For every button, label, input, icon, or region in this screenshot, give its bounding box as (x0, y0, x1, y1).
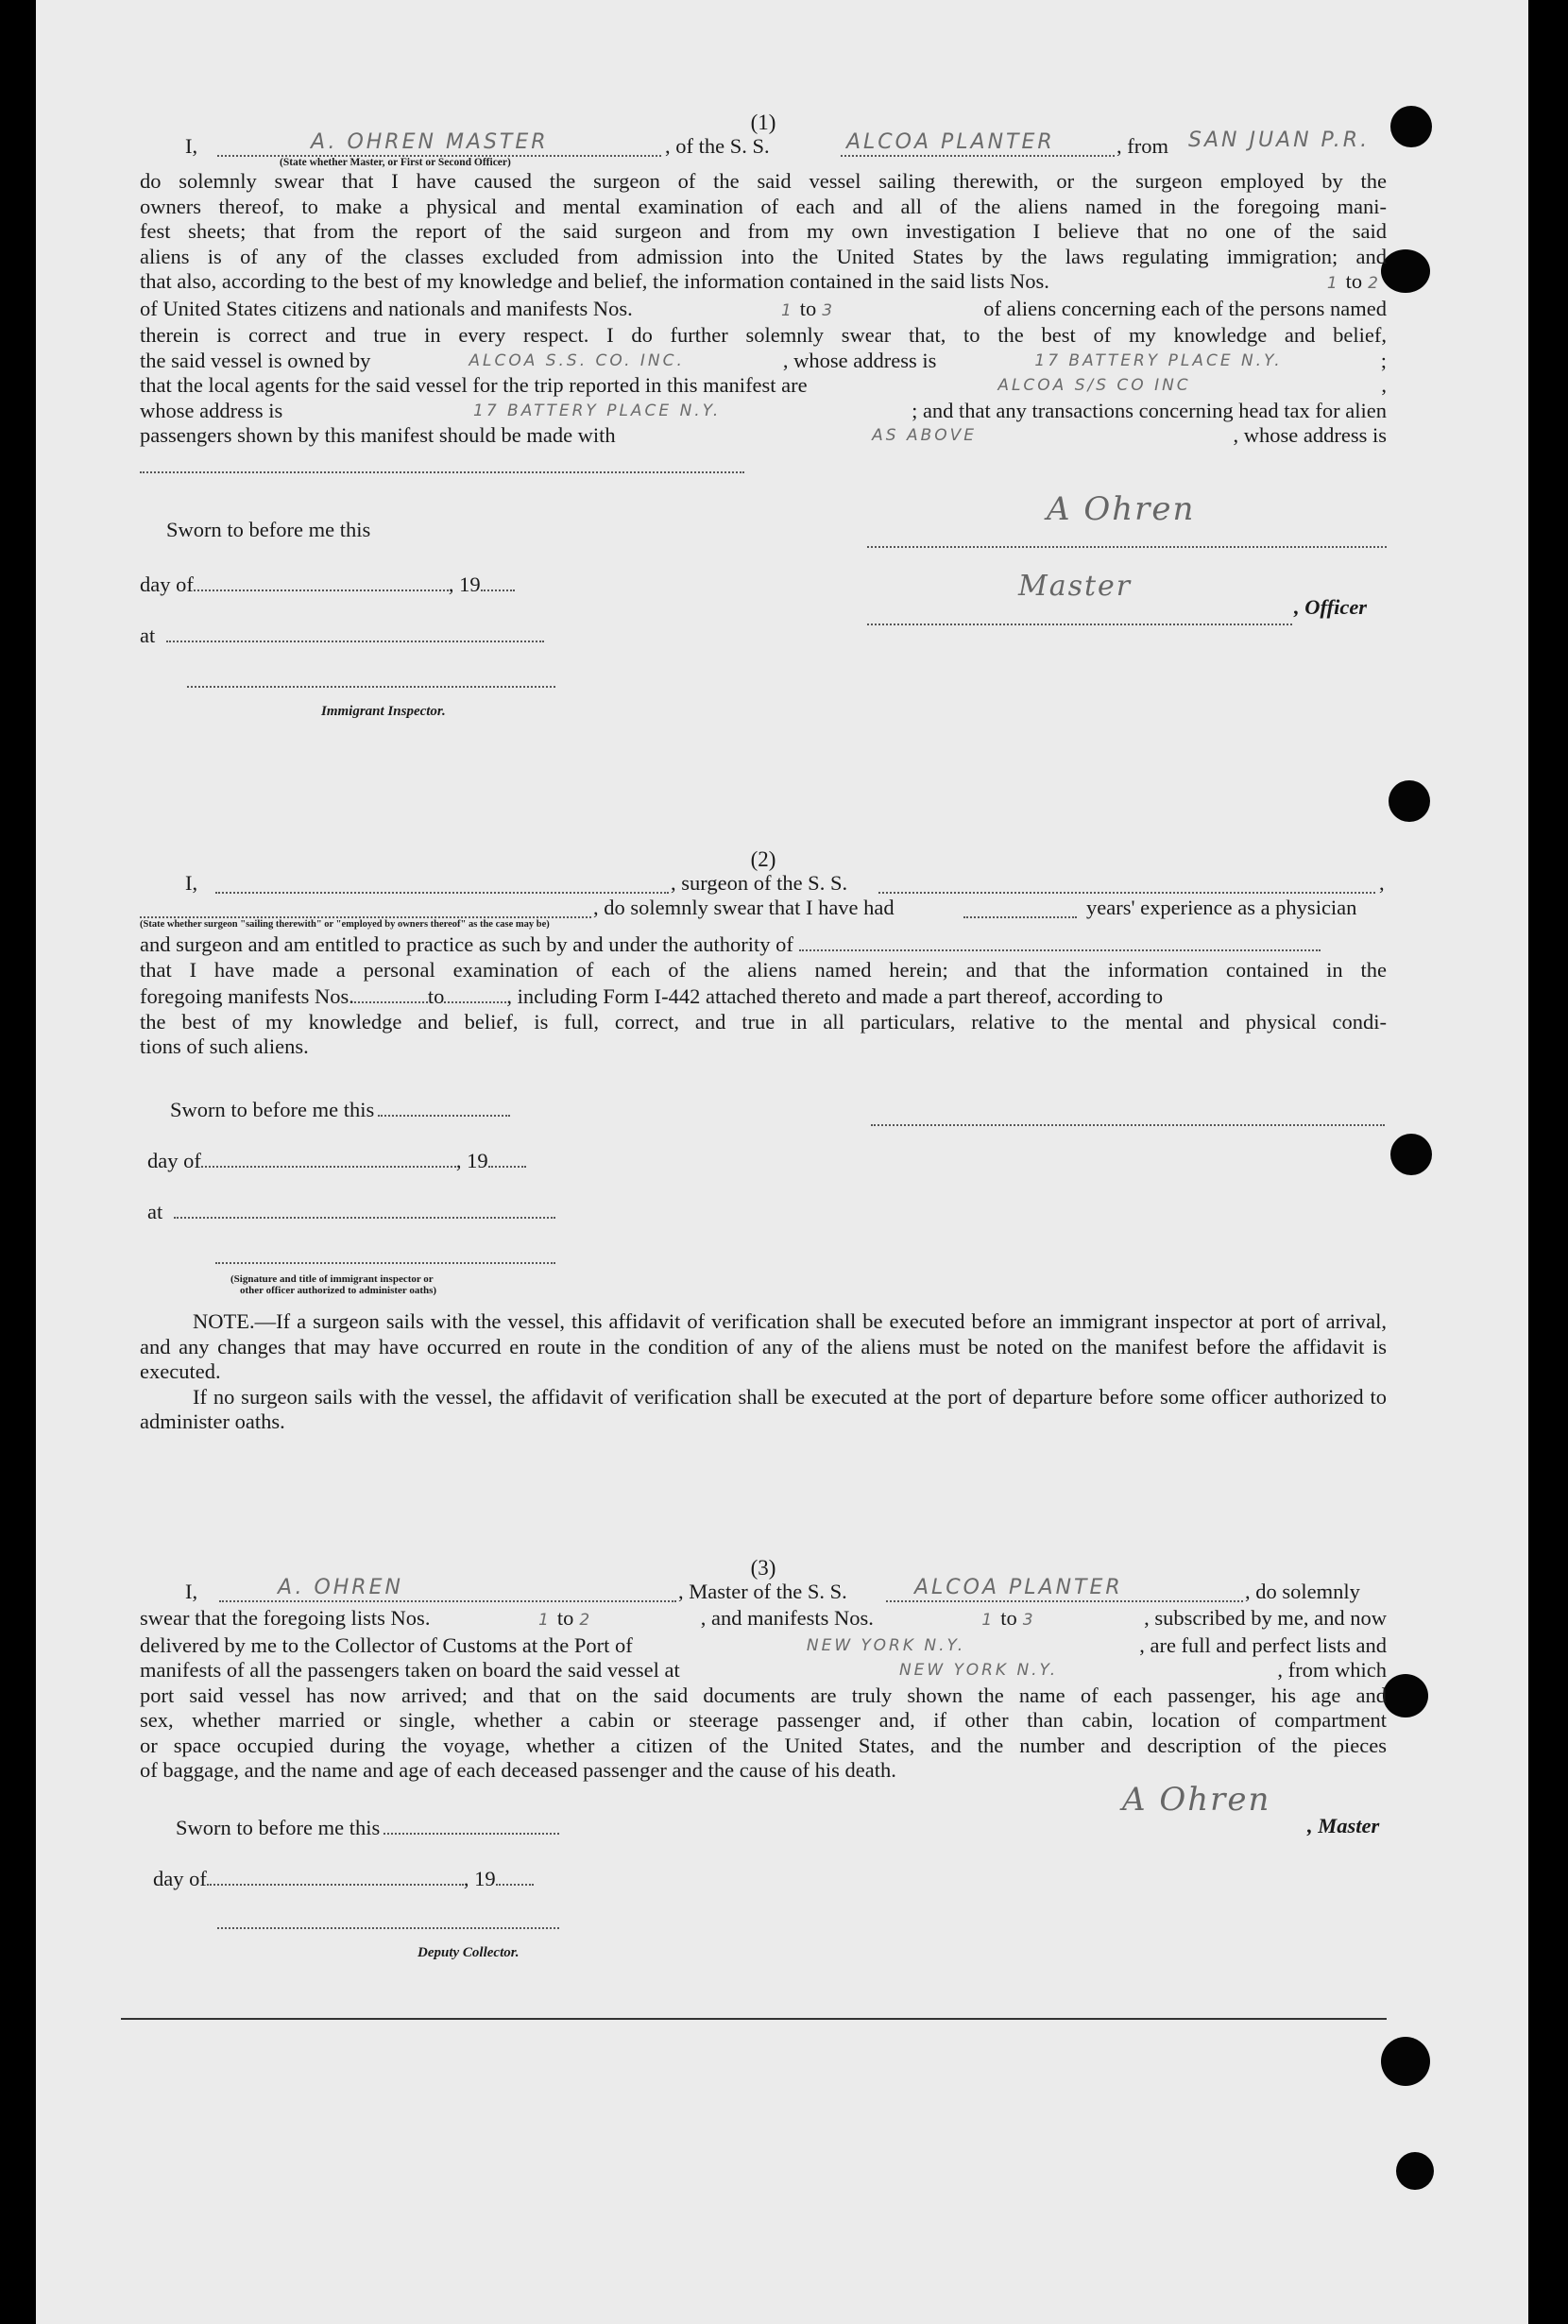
lists-from: 1 (1326, 274, 1340, 293)
to-label: to (427, 984, 445, 1008)
port-value: NEW YORK N.Y. (806, 1635, 966, 1655)
signature-line (871, 1105, 1385, 1126)
authority-line (140, 931, 1387, 958)
binder-hole (1381, 2037, 1430, 2086)
year-label: , 19 (463, 1867, 496, 1890)
to-label: to (556, 1606, 574, 1630)
text-segment: delivered by me to the Collector of Customs at the Port of (140, 1632, 633, 1657)
agent-value: ALCOA S/S CO INC (997, 376, 1191, 395)
binder-hole (1390, 106, 1432, 147)
text-line: owners thereof, to make a physical and mental examination of each and all of the aliens named in the foregoing mani- (140, 194, 1387, 218)
manifests-to: 3 (1022, 1611, 1036, 1630)
officer-hint: (State whether Master, or First or Second Officer) (280, 157, 511, 168)
day-of-label: day of (140, 572, 194, 596)
manifest-nos-line (140, 983, 1387, 1010)
document-page (36, 0, 1528, 2324)
inspector-blank (187, 667, 555, 688)
binder-hole (1396, 2152, 1434, 2190)
text-line: do solemnly swear that I have caused the surgeon of the said vessel sailing therewith, or the surgeon employed by the (140, 169, 1387, 193)
from-label: , from (1116, 134, 1168, 158)
signature-line (867, 527, 1387, 548)
agents-label: that the local agents for the said vessel for the trip reported in this manifest are (140, 373, 808, 397)
text-segment: swear that the foregoing lists Nos. (140, 1606, 431, 1630)
to-label: to (1000, 1606, 1017, 1630)
of-ss-label: , of the S. S. (665, 134, 770, 158)
text-segment: ; and that any transactions concerning head tax for alien (912, 398, 1387, 422)
year-label: , 19 (448, 572, 481, 596)
text-segment: , are full and perfect lists and (1139, 1632, 1387, 1657)
text-line: of baggage, and the name and age of each deceased passenger and the cause of his death. (140, 1758, 896, 1782)
inspector-caption-block (230, 1273, 436, 1296)
note-paragraph: If no surgeon sails with the vessel, the affidavit of verification shall be executed at the port of departure before some officer authorized to administer oaths. (140, 1384, 1387, 1433)
binder-hole (1390, 1134, 1432, 1175)
s2-jurat (140, 1096, 1387, 1304)
s1-jurat (140, 490, 1387, 726)
manifests-from: 1 (981, 1611, 996, 1630)
affidavit-surgeon (140, 848, 1387, 1060)
at-label: at (147, 1200, 163, 1223)
master-label: , Master (1307, 1814, 1380, 1837)
lists-to: 2 (579, 1611, 593, 1630)
signature-ohren: A Ohren (1047, 490, 1196, 528)
text-segment: of United States citizens and nationals and manifests Nos. (140, 296, 633, 320)
text-segment: and surgeon and am entitled to practice as such by and under the authority of (140, 932, 793, 956)
text-segment: foregoing manifests Nos. (140, 984, 354, 1008)
text-segment: passengers shown by this manifest should be made with (140, 423, 616, 447)
address-label: whose address is (140, 398, 283, 422)
lists-line (140, 1606, 1387, 1633)
manifests-from: 1 (780, 300, 794, 320)
text-line: or space occupied during the voyage, whether a citizen of the United States, and the number and description of the pieces (140, 1733, 1387, 1757)
address-blank (140, 449, 744, 473)
owner-line: the said vessel is owned by ALCOA S.S. CO. INC. , whose address is 17 BATTERY PLACE N.Y. ; (140, 348, 1387, 372)
owner-value: ALCOA S.S. CO. INC. (469, 350, 685, 370)
owner-label: the said vessel is owned by (140, 348, 371, 372)
officer-label: , Officer (1294, 595, 1368, 619)
bottom-rule (121, 2018, 1387, 2020)
master-of-label: , Master of the S. S. (678, 1580, 847, 1603)
manifests-line (140, 297, 1387, 324)
text-line: fest sheets; that from the report of the said surgeon and from my own investigation I believe that no one of the said (140, 219, 1387, 243)
address-label: , whose address is (782, 348, 937, 372)
text-segment: manifests of all the passengers taken on board the said vessel at (140, 1658, 680, 1682)
vessel-name: ALCOA PLANTER (914, 1576, 1123, 1599)
year-label: , 19 (455, 1149, 488, 1172)
title-line (867, 605, 1292, 625)
owner-address: 17 BATTERY PLACE N.Y. (1034, 350, 1283, 370)
from-port: SAN JUAN P.R. (1188, 128, 1371, 152)
text-segment: years' experience as a physician (1086, 896, 1357, 919)
signature-ohren: A Ohren (1122, 1781, 1271, 1819)
sworn-label: Sworn to before me this (176, 1816, 381, 1839)
text-line: tions of such aliens. (140, 1034, 309, 1058)
sworn-label: Sworn to before me this (170, 1098, 375, 1121)
surgeon-hint: (State whether surgeon "sailing therewith" or "employed by owners thereof" as the case may be) (140, 919, 550, 930)
head-tax-line (140, 423, 1387, 449)
agents-line: that the local agents for the said vessel for the trip reported in this manifest are ALCOA S/S CO INC , (140, 373, 1387, 397)
text-segment: , do solemnly swear that I have had (593, 896, 895, 919)
section-number: (3) (750, 1556, 776, 1580)
surgeon-of-label: , surgeon of the S. S. (671, 871, 848, 895)
inspector-caption: Immigrant Inspector. (321, 704, 446, 719)
binder-hole (1389, 780, 1430, 822)
note-block (140, 1309, 1387, 1435)
text-line: aliens is of any of the classes excluded from admission into the United States by the laws regulating immigration; and (140, 244, 1387, 268)
pronoun: I, (185, 134, 198, 158)
text-line: that I have made a personal examination of each of the aliens named herein; and that the information contained in the (140, 957, 1387, 982)
s3-jurat (140, 1781, 1387, 1965)
lists-to: 2 (1368, 274, 1381, 293)
declarant-name: A. OHREN MASTER (311, 130, 549, 154)
deputy-caption: Deputy Collector. (418, 1945, 520, 1960)
to-label: to (799, 296, 817, 320)
head-tax-party: AS ABOVE (872, 426, 978, 445)
section-number: (1) (750, 111, 776, 134)
text-line: therein is correct and true in every respect. I do further solemnly swear that, to the best of my knowledge and belief, (140, 323, 1387, 347)
agent-address-line (140, 399, 1387, 424)
caption-line: other officer authorized to administer oaths) (240, 1285, 437, 1296)
text-segment: , from which (1277, 1658, 1387, 1682)
master-name: A. OHREN (278, 1576, 403, 1599)
affidavit-master-lists (140, 1557, 1387, 1784)
text-line: the best of my knowledge and belief, is full, correct, and true in all particulars, relative to the mental and physical condi- (140, 1009, 1387, 1034)
text-segment: , subscribed by me, and now (1144, 1606, 1387, 1630)
surgeon-line: I, , surgeon of the S. S. , (185, 871, 1385, 895)
vessel-name: ALCOA PLANTER (846, 130, 1055, 154)
manifests-to: 3 (822, 300, 836, 320)
note-paragraph: NOTE.—If a surgeon sails with the vessel, this affidavit of verification shall be executed before an immigrant inspector at port of arrival, and any changes that may have occurred en route in the condition of any of the aliens must be noted on the manifest before the affidavit is executed. (140, 1309, 1387, 1383)
master-line (140, 1576, 1387, 1606)
text-line: sex, whether married or single, whether a cabin or steerage passenger and, if other than cabin, location of compartment (140, 1708, 1387, 1732)
experience-line (140, 896, 1387, 920)
section-number: (2) (750, 847, 776, 871)
text-segment: , including Form I-442 attached thereto and made a part thereof, according to (506, 984, 1164, 1008)
caption-line: (Signature and title of immigrant inspector or (230, 1273, 434, 1285)
agent-address: 17 BATTERY PLACE N.Y. (473, 401, 722, 420)
declarant-line (140, 128, 1387, 161)
text-segment: of aliens concerning each of the persons named (983, 296, 1387, 320)
text-segment: , do solemnly (1245, 1580, 1360, 1603)
pronoun: I, (185, 871, 198, 895)
pronoun: I, (185, 1580, 198, 1603)
binder-hole (1383, 1674, 1428, 1717)
binder-hole (1381, 249, 1430, 293)
day-of-label: day of (153, 1867, 207, 1890)
lists-from: 1 (538, 1611, 552, 1630)
port-line (140, 1633, 1387, 1659)
day-of-label: day of (147, 1149, 201, 1172)
sworn-label: Sworn to before me this (166, 518, 371, 541)
text-line: port said vessel has now arrived; and that on the said documents are truly shown the name of each passenger, his age and (140, 1683, 1387, 1707)
text-segment: that also, according to the best of my knowledge and belief, the information contained in the said lists Nos. (140, 269, 1049, 293)
text-segment: , and manifests Nos. (700, 1606, 874, 1630)
at-label: at (140, 624, 156, 647)
taken-at-line (140, 1658, 1387, 1683)
lists-line (140, 269, 1387, 297)
affidavit-master (140, 111, 1387, 473)
signature-master: Master (1018, 570, 1133, 603)
taken-at-value: NEW YORK N.Y. (898, 1661, 1059, 1680)
address-label: , whose address is (1233, 423, 1387, 447)
to-label: to (1345, 269, 1363, 293)
